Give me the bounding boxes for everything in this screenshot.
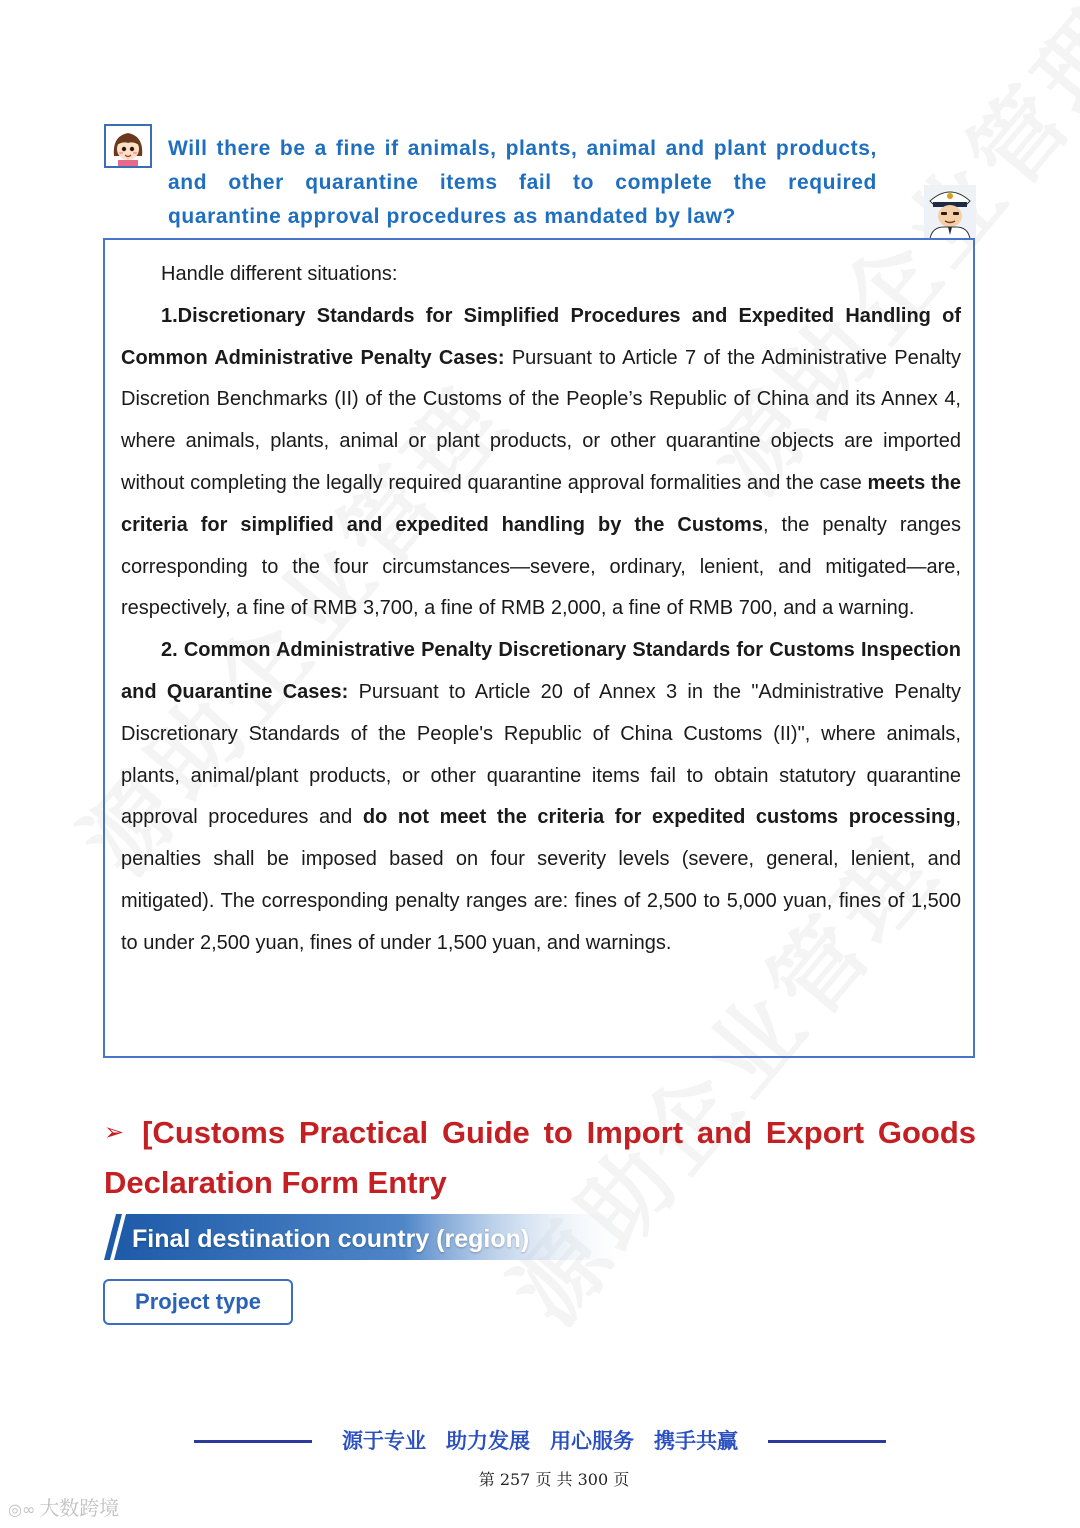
banner-title: Final destination country (region): [132, 1225, 530, 1253]
project-type-tag: Project type: [103, 1279, 293, 1325]
p2-text-a: Pursuant to Article 20 of Annex 3 in the "Administrative Penalty Discretionary Standards of the People's Republic of China Customs (II)", where animals, plants, animal/plant products, or other quarantine items fail to obtain statutory quarantine approval procedures and: [121, 680, 961, 829]
brand-logo: [8, 1494, 119, 1522]
answer-paragraph-2: [121, 630, 961, 964]
p1-text-b: , the penalty ranges corresponding to the four circumstances—severe, ordinary, lenient, and mitigated—are, respectively, a fine of RMB 3,700, a fine of RMB 2,000, a fine of RMB 700, and a warning.: [121, 513, 961, 620]
answer-box: [103, 238, 975, 1058]
arrow-bullet-icon: ➢: [104, 1119, 125, 1146]
p2-bold-mid: do not meet the criteria for expedited customs processing: [362, 806, 956, 829]
p1-text-a: Pursuant to Article 7 of the Administrative Penalty Discretion Benchmarks (II) of the Customs of the People’s Republic of China and its Annex 4, where animals, plants, animal or plant products, or other quarantine objects are imported without completing the legally required quarantine approval formalities and the case: [121, 346, 961, 494]
p1-bold-mid: meets the criteria for simplified and expedited handling by the Customs: [121, 471, 961, 536]
p1-bold-lead: 1.Discretionary Standards for Simplified Procedures and Expedited Handling of Common Administrative Penalty Cases:: [121, 304, 961, 369]
slogan-3: 用心服务: [550, 1429, 634, 1453]
girl-avatar-icon: [104, 124, 152, 168]
slogan-4: 携手共赢: [654, 1429, 738, 1453]
section-heading-text: [Customs Practical Guide to Import and Export Goods Declaration Form Entry: [104, 1115, 976, 1200]
section-heading: [104, 1108, 976, 1208]
slogan-divider-left: [194, 1440, 312, 1443]
logo-text: 大数跨境: [39, 1496, 120, 1520]
answer-content: [121, 254, 961, 965]
question-text: Will there be a fine if animals, plants, animal and plant products, and other quarantine items fail to complete the required quarantine approval procedures as mandated by law?: [168, 137, 877, 228]
page-number: 第 257 页 共 300 页: [478, 1470, 630, 1489]
logo-mark-icon: ◎∞: [8, 1500, 36, 1519]
slogan-divider-right: [768, 1440, 886, 1443]
footer-slogan: [194, 1424, 886, 1458]
p2-text-b: , penalties shall be imposed based on four severity levels (severe, general, lenient, and mitigated). The corresponding penalty ranges are: fines of 2,500 to 5,000 yuan, fines of 1,500 to under 2,500 yuan, fines of under 1,500 yuan, and warnings.: [121, 806, 961, 954]
answer-paragraph-1: [121, 296, 961, 630]
slogan-1: 源于专业: [342, 1429, 426, 1453]
slogan-text: [332, 1424, 748, 1458]
customs-officer-icon: [924, 185, 976, 239]
p2-bold-lead: 2. Common Administrative Penalty Discretionary Standards for Customs Inspection and Quarantine Cases:: [121, 639, 961, 703]
slogan-2: 助力发展: [446, 1429, 530, 1453]
answer-intro: Handle different situations:: [161, 263, 398, 285]
